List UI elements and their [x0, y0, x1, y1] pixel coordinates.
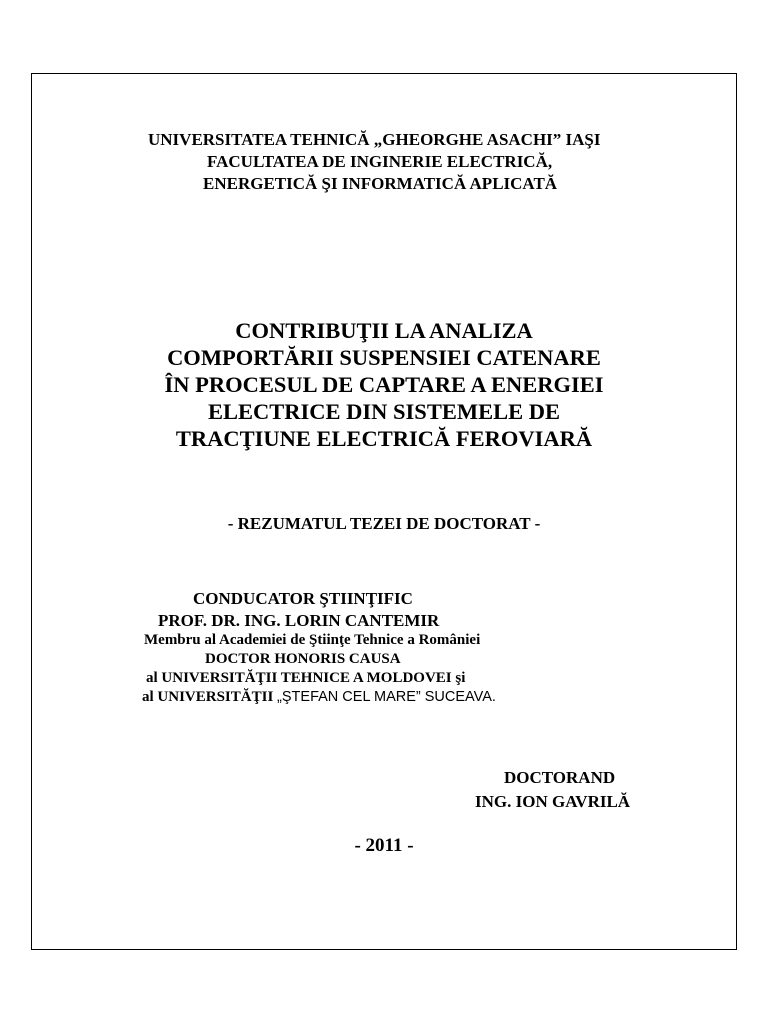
thesis-title-line-5: TRACŢIUNE ELECTRICĂ FEROVIARĂ: [175, 426, 593, 451]
advisor-role: CONDUCATOR ŞTIINŢIFIC: [193, 589, 413, 608]
university-name: UNIVERSITATEA TEHNICĂ „GHEORGHE ASACHI” IAŞI: [148, 130, 601, 149]
candidate-role: DOCTORAND: [504, 768, 616, 787]
advisor-affiliation-2: [142, 690, 496, 705]
advisor-affiliation-2-prefix: al UNIVERSITĂŢII: [142, 689, 278, 705]
advisor-honor: DOCTOR HONORIS CAUSA: [205, 651, 401, 667]
thesis-title-line-2: COMPORTĂRII SUSPENSIEI CATENARE: [167, 345, 601, 370]
page-border: [31, 73, 737, 950]
thesis-title-line-3: ÎN PROCESUL DE CAPTARE A ENERGIEI: [164, 372, 604, 397]
faculty-line-2: ENERGETICĂ ŞI INFORMATICĂ APLICATĂ: [203, 174, 558, 193]
thesis-title-line-4: ELECTRICE DIN SISTEMELE DE: [208, 399, 560, 424]
thesis-title-line-1: CONTRIBUŢII LA ANALIZA: [235, 318, 533, 343]
advisor-membership: Membru al Academiei de Ştiinţe Tehnice a României: [144, 632, 481, 648]
advisor-affiliation-2-suffix: „ŞTEFAN CEL MARE” SUCEAVA.: [277, 689, 496, 705]
candidate-name: ING. ION GAVRILĂ: [475, 792, 631, 811]
advisor-name: PROF. DR. ING. LORIN CANTEMIR: [158, 611, 440, 630]
year: - 2011 -: [354, 835, 414, 856]
thesis-subtitle: - REZUMATUL TEZEI DE DOCTORAT -: [227, 514, 541, 533]
faculty-line-1: FACULTATEA DE INGINERIE ELECTRICĂ,: [207, 152, 553, 171]
advisor-affiliation-1: al UNIVERSITĂŢII TEHNICE A MOLDOVEI şi: [146, 670, 466, 686]
